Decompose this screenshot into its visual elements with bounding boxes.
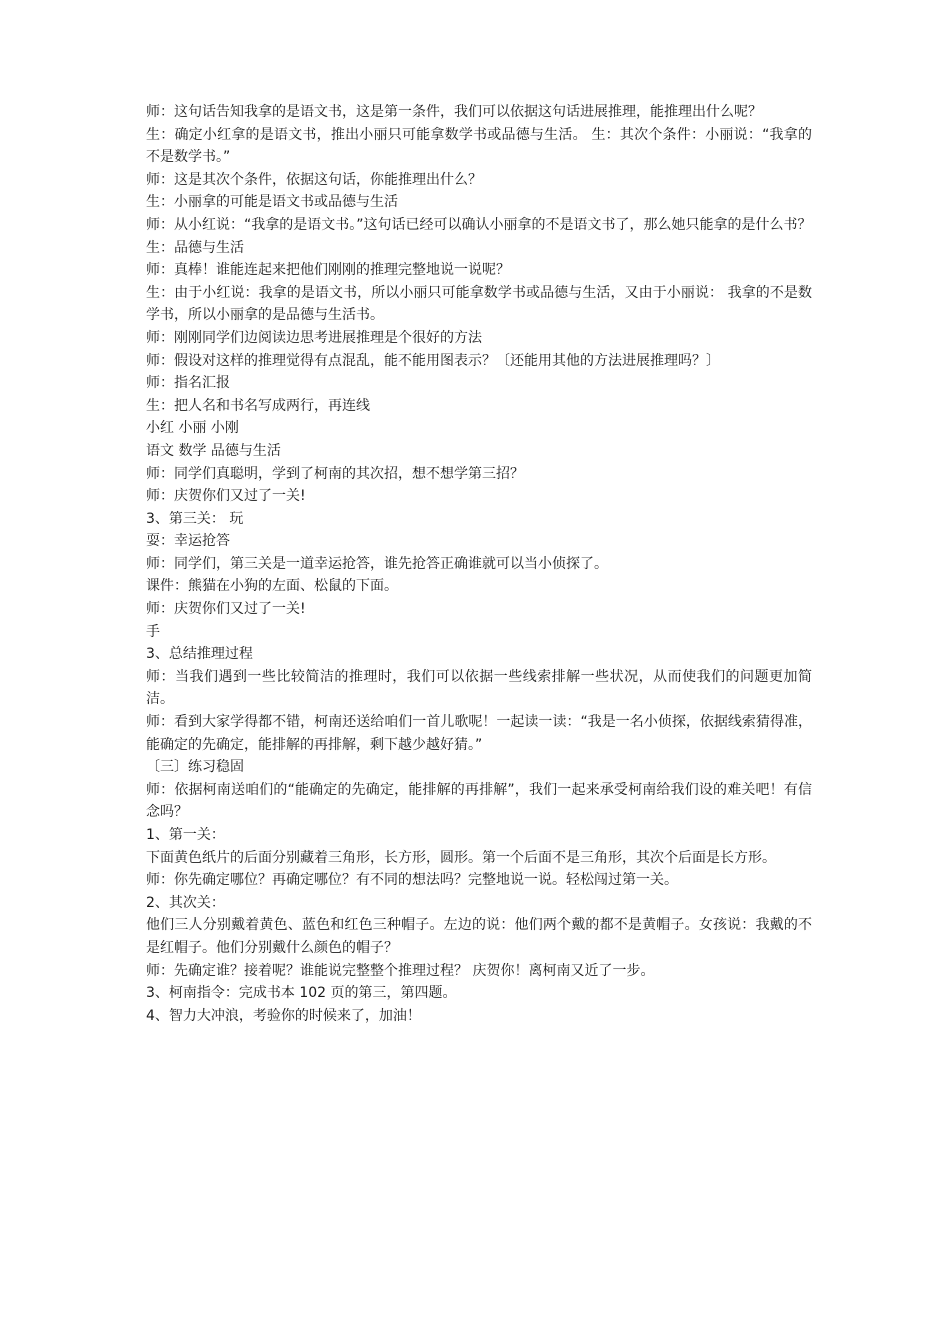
paragraph: 师：这句话告知我拿的是语文书，这是第一条件，我们可以依据这句话进展推理，能推理出什么呢？ (146, 104, 762, 120)
paragraph: 生：品德与生活 (146, 239, 244, 256)
paragraph: 师：庆贺你们又过了一关! (146, 601, 306, 618)
paragraph: 师：真棒！谁能连起来把他们刚刚的推理完整地说一说呢？ (146, 262, 510, 279)
paragraph: 师：先确定谁？接着呢？谁能说完整整个推理过程？ 庆贺你！离柯南又近了一步。 (146, 962, 655, 979)
paragraph: 生：由于小红说：我拿的是语文书，所以小丽只可能拿数学书或品德与生活，又由于小丽说： 我拿的不是数学书，所以小丽拿的是品德与生活书。 (146, 284, 812, 324)
section-heading: 〔三〕练习稳固 (146, 759, 244, 776)
paragraph: 师：依据柯南送咱们的“能确定的先确定，能排解的再排解”，我们一起来承受柯南给我们设的难关吧！有信念吗？ (146, 781, 812, 821)
paragraph: 师：当我们遇到一些比较简洁的推理时，我们可以依据一些线索排解一些状况，从而使我们的问题更加简洁。 (146, 668, 812, 708)
paragraph: 师：同学们真聪明，学到了柯南的其次招，想不想学第三招？ (146, 465, 524, 482)
paragraph: 4、智力大冲浪，考验你的时候来了，加油！ (146, 1007, 421, 1024)
paragraph: 师：指名汇报 (146, 375, 230, 392)
paragraph: 师：刚刚同学们边阅读边思考进展推理是个很好的方法 (146, 329, 482, 346)
paragraph: 师：从小红说：“我拿的是语文书。”这句话已经可以确认小丽拿的不是语文书了，那么她只能拿的是什么书？ (146, 216, 812, 233)
paragraph: 师：看到大家学得都不错，柯南还送给咱们一首儿歌呢！一起读一读：“我是一名小侦探，依据线索猜得准，能确定的先确定，能排解的再排解，剩下越少越好猜。” (146, 714, 812, 753)
paragraph: 生：确定小红拿的是语文书，推出小丽只可能拿数学书或品德与生活。 生：其次个条件：小丽说：“我拿的不是数学书。” (146, 126, 812, 166)
name-row: 小红 小丽 小刚 (146, 420, 239, 437)
paragraph: 下面黄色纸片的后面分别藏着三角形，长方形，圆形。第一个后面不是三角形，其次个后面是长方形。 (146, 849, 776, 866)
paragraph: 他们三人分别戴着黄色、蓝色和红色三种帽子。左边的说：他们两个戴的都不是黄帽子。女孩说：我戴的不是红帽子。他们分别戴什么颜色的帽子？ (146, 917, 812, 956)
section-heading: 1、第一关： (146, 827, 225, 843)
paragraph: 师：庆贺你们又过了一关! (146, 488, 306, 505)
paragraph: 师：假设对这样的推理觉得有点混乱，能不能用图表示？〔还能用其他的方法进展推理吗？〕 (146, 352, 720, 369)
paragraph: 生：小丽拿的可能是语文书或品德与生活 (146, 194, 398, 211)
document-body (146, 101, 812, 1027)
paragraph: 3、柯南指令：完成书本 102 页的第三，第四题。 (146, 985, 457, 1002)
paragraph: 师：同学们，第三关是一道幸运抢答，谁先抢答正确谁就可以当小侦探了。 (146, 555, 608, 572)
paragraph: 师：这是其次个条件，依据这句话，你能推理出什么？ (146, 171, 482, 188)
paragraph: 生：把人名和书名写成两行，再连线 (146, 397, 370, 414)
paragraph: 课件：熊猫在小狗的左面、松鼠的下面。 (146, 578, 398, 595)
paragraph: 师：你先确定哪位？再确定哪位？有不同的想法吗？完整地说一说。轻松闯过第一关。 (146, 872, 678, 889)
section-heading: 3、第三关： 玩 (146, 510, 244, 527)
paragraph: 手 (146, 623, 160, 640)
book-row: 语文 数学 品德与生活 (146, 442, 281, 459)
section-heading: 3、总结推理过程 (146, 646, 253, 663)
paragraph: 耍：幸运抢答 (146, 533, 230, 550)
section-heading: 2、其次关： (146, 894, 225, 911)
